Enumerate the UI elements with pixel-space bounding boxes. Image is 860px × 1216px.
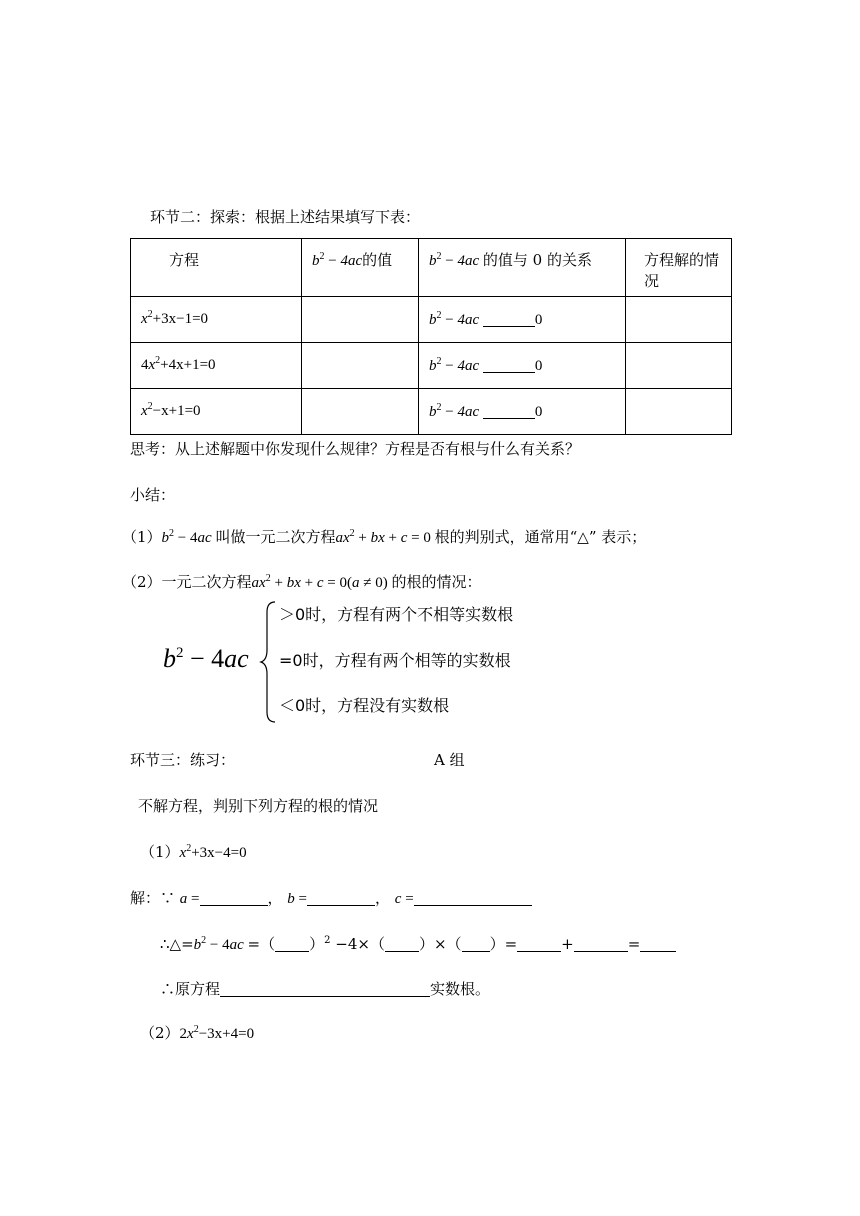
summary-item-2: （2）一元二次方程$ax^2$ + bx + c = 0(a ≠ 0) 的根的情况： [122, 573, 482, 591]
equation-cell: $x^2+3x-1=0$ [131, 297, 302, 343]
b-blank[interactable] [307, 890, 375, 906]
a-blank[interactable] [200, 890, 268, 906]
instruction: 不解方程，判别下列方程的根的情况 [138, 797, 379, 815]
c-blank[interactable] [414, 890, 532, 906]
solution-step-1: 解：∵ a = ， b = ， c = [130, 890, 532, 907]
summary-item-1: $(1)b^2 - 4ac$ 叫做一元二次方程$ax^2$ + bx + c = 0 根的判别式，通常用“△” 表示； [122, 528, 647, 546]
case-negative: ＜0时，方程没有实数根 [279, 696, 450, 715]
think-question: 思考：从上述解题中你发现什么规律？方程是否有根与什么有关系？ [130, 440, 581, 458]
question-2: $(2)2x^2-3x+4=0$ [140, 1024, 255, 1042]
discriminant-table [130, 238, 732, 435]
relation-cell: $b^2 - 4ac$ 0 [419, 343, 626, 389]
table-row [131, 389, 732, 435]
a-value-blank[interactable] [385, 936, 419, 952]
relation-blank[interactable] [483, 311, 535, 327]
table-header-row [131, 239, 732, 297]
header-solution: 方程解的情况 [626, 239, 732, 297]
solution-step-3: ∴原方程 实数根。 [160, 980, 491, 998]
b-square-blank[interactable] [275, 936, 309, 952]
header-equation: 方程 [131, 239, 302, 297]
relation-cell: $b^2 - 4ac$ 0 [419, 389, 626, 435]
section2-title: 环节二：探索：根据上述结果填写下表： [150, 208, 421, 226]
discriminant-expression: $b^2 - 4ac$ [163, 644, 249, 673]
relation-cell: $b^2 - 4ac$ 0 [419, 297, 626, 343]
disc-value-cell[interactable] [302, 297, 419, 343]
disc-value-cell[interactable] [302, 389, 419, 435]
result-blank[interactable] [640, 936, 676, 952]
table-row [131, 297, 732, 343]
case-zero: =0时，方程有两个相等的实数根 [279, 651, 511, 670]
question-1: $(1)x^2+3x-4=0$ [140, 843, 247, 861]
solution-cell[interactable] [626, 389, 732, 435]
header-disc-value: $b^2 - 4ac$的值 [302, 239, 419, 297]
disc-value-cell[interactable] [302, 343, 419, 389]
case-positive: ＞0时，方程有两个不相等实数根 [279, 605, 514, 624]
equation-cell: $x^2-x+1=0$ [131, 389, 302, 435]
table-row [131, 343, 732, 389]
section3-title: 环节三：练习： [130, 751, 236, 769]
solution-cell[interactable] [626, 297, 732, 343]
c-value-blank[interactable] [462, 936, 490, 952]
header-disc-relation: $b^2 - 4ac$ 的值与 0 的关系 [419, 239, 626, 297]
relation-blank[interactable] [483, 403, 535, 419]
solution-cell[interactable] [626, 343, 732, 389]
term2-blank[interactable] [574, 936, 628, 952]
curly-brace-icon [259, 598, 279, 726]
conclusion-blank[interactable] [220, 981, 430, 997]
summary-title: 小结： [130, 486, 176, 504]
equation-cell: $4x^2+4x+1=0$ [131, 343, 302, 389]
group-label: A 组 [434, 751, 465, 769]
term1-blank[interactable] [517, 936, 561, 952]
discriminant-cases-diagram [155, 598, 575, 726]
solution-step-2: $\therefore\triangle=b^2 - 4ac$ =（ ）$^2$ −4×（ ）×（ ）= + = [160, 936, 676, 953]
relation-blank[interactable] [483, 357, 535, 373]
